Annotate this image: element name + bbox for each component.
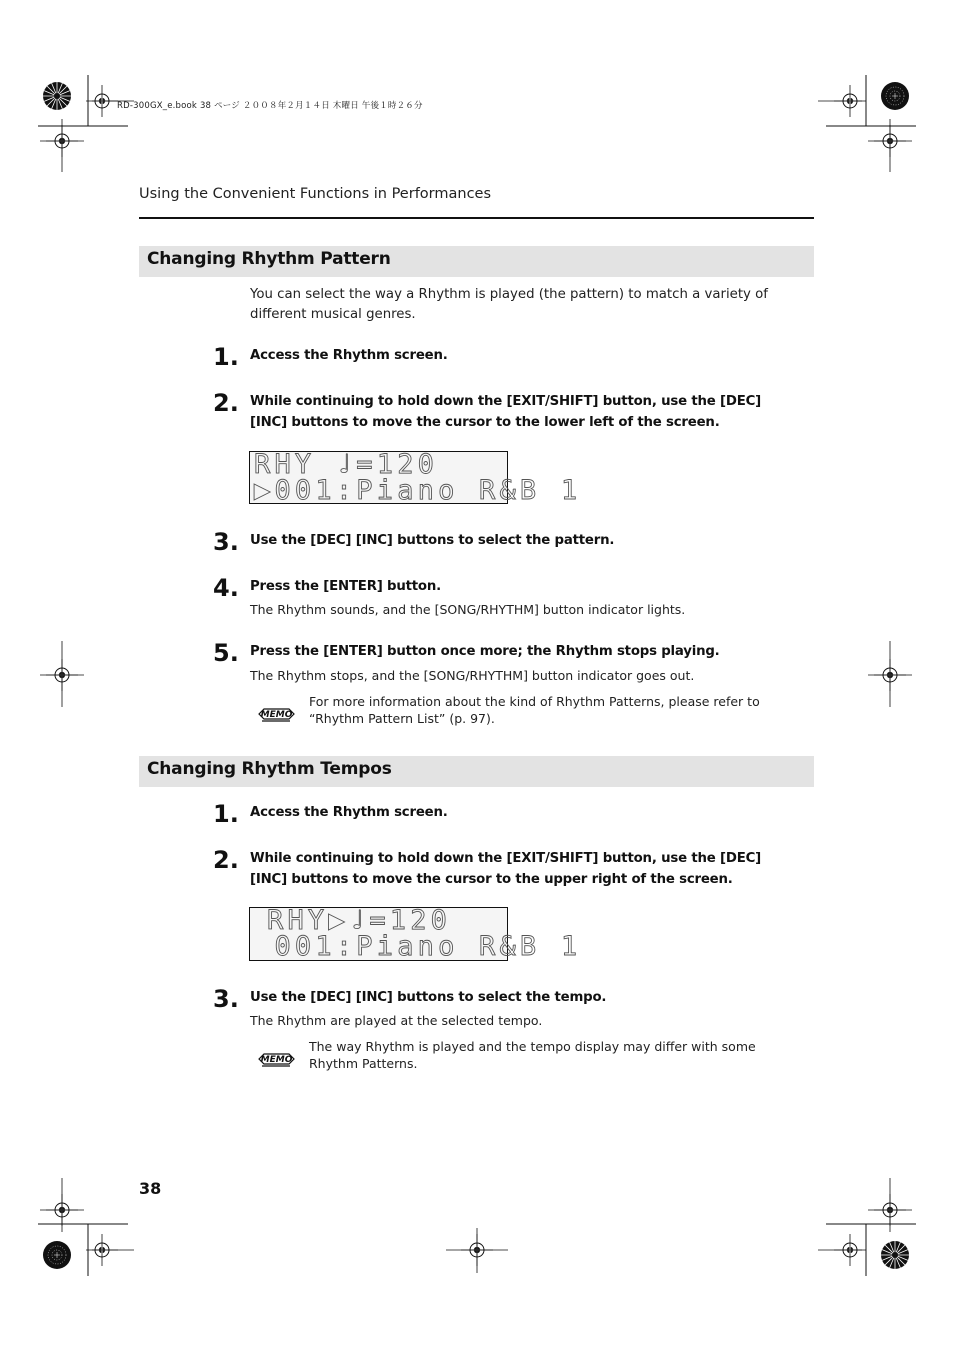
quarter-note-icon: ♩ <box>348 905 370 936</box>
memo-icon <box>256 700 296 724</box>
memo-text: The way Rhythm is played and the tempo display may differ with some Rhythm Patterns. <box>309 1039 756 1071</box>
print-info: RD-300GX_e.book 38 ページ ２００８年２月１４日 木曜日 午後１時２６分 <box>117 101 423 111</box>
header-rule <box>139 217 814 219</box>
step-number: 3. <box>213 528 239 556</box>
step-number: 1. <box>213 800 239 828</box>
step-instruction: While continuing to hold down the [EXIT/SHIFT] button, use the [DEC] [INC] buttons to move the cursor to the lower left of the screen. <box>250 394 762 430</box>
lcd-text: =120 <box>369 905 452 936</box>
memo-text: For more information about the kind of Rhythm Patterns, please refer to “Rhythm Pattern List” (p. 97). <box>309 694 760 726</box>
step-instruction: Press the [ENTER] button once more; the Rhythm stops playing. <box>250 644 720 659</box>
step-instruction: Access the Rhythm screen. <box>250 805 448 820</box>
step-instruction: Press the [ENTER] button. <box>250 579 441 594</box>
lcd-line-2 <box>254 931 582 962</box>
cursor-arrow-icon: ▶ <box>328 905 349 936</box>
page-number: 38 <box>139 1179 162 1198</box>
lcd-display <box>249 905 582 962</box>
step-number: 5. <box>213 639 239 667</box>
cursor-arrow-icon: ▶ <box>254 475 275 506</box>
step-number: 1. <box>213 343 239 371</box>
step-note: The Rhythm stops, and the [SONG/RHYTHM] button indicator goes out. <box>250 668 695 683</box>
step-instruction: Use the [DEC] [INC] buttons to select the tempo. <box>250 990 607 1005</box>
section-title: Changing Rhythm Tempos <box>147 759 392 779</box>
svg-text:MEMO: MEMO <box>260 1055 293 1065</box>
step-number: 3. <box>213 985 239 1013</box>
section-title: Changing Rhythm Pattern <box>147 249 391 269</box>
quarter-note-icon: ♩ <box>335 449 357 480</box>
step-number: 2. <box>213 846 239 874</box>
memo-icon <box>256 1045 296 1069</box>
step-instruction: Use the [DEC] [INC] buttons to select the pattern. <box>250 533 615 548</box>
lcd-line-2 <box>254 475 582 506</box>
step-number: 2. <box>213 389 239 417</box>
intro-paragraph: You can select the way a Rhythm is played (the pattern) to match a variety of different musical genres. <box>250 287 768 322</box>
step-note: The Rhythm are played at the selected tempo. <box>250 1013 543 1028</box>
section-heading-band <box>139 756 814 787</box>
lcd-text: RHY <box>254 449 336 480</box>
step-number: 4. <box>213 574 239 602</box>
lcd-display <box>249 449 582 506</box>
svg-text:MEMO: MEMO <box>260 710 293 720</box>
lcd-text: =120 <box>356 449 439 480</box>
lcd-text: 001:Piano R&B 1 <box>254 931 582 962</box>
running-header: Using the Convenient Functions in Performances <box>139 186 492 202</box>
lcd-text: RHY <box>267 905 329 936</box>
section-heading-band <box>139 246 814 277</box>
step-note: The Rhythm sounds, and the [SONG/RHYTHM] button indicator lights. <box>250 602 686 617</box>
step-instruction: While continuing to hold down the [EXIT/SHIFT] button, use the [DEC] [INC] buttons to move the cursor to the upper right of the screen. <box>250 851 762 887</box>
lcd-text: 001:Piano R&B 1 <box>274 475 582 506</box>
step-instruction: Access the Rhythm screen. <box>250 348 448 363</box>
